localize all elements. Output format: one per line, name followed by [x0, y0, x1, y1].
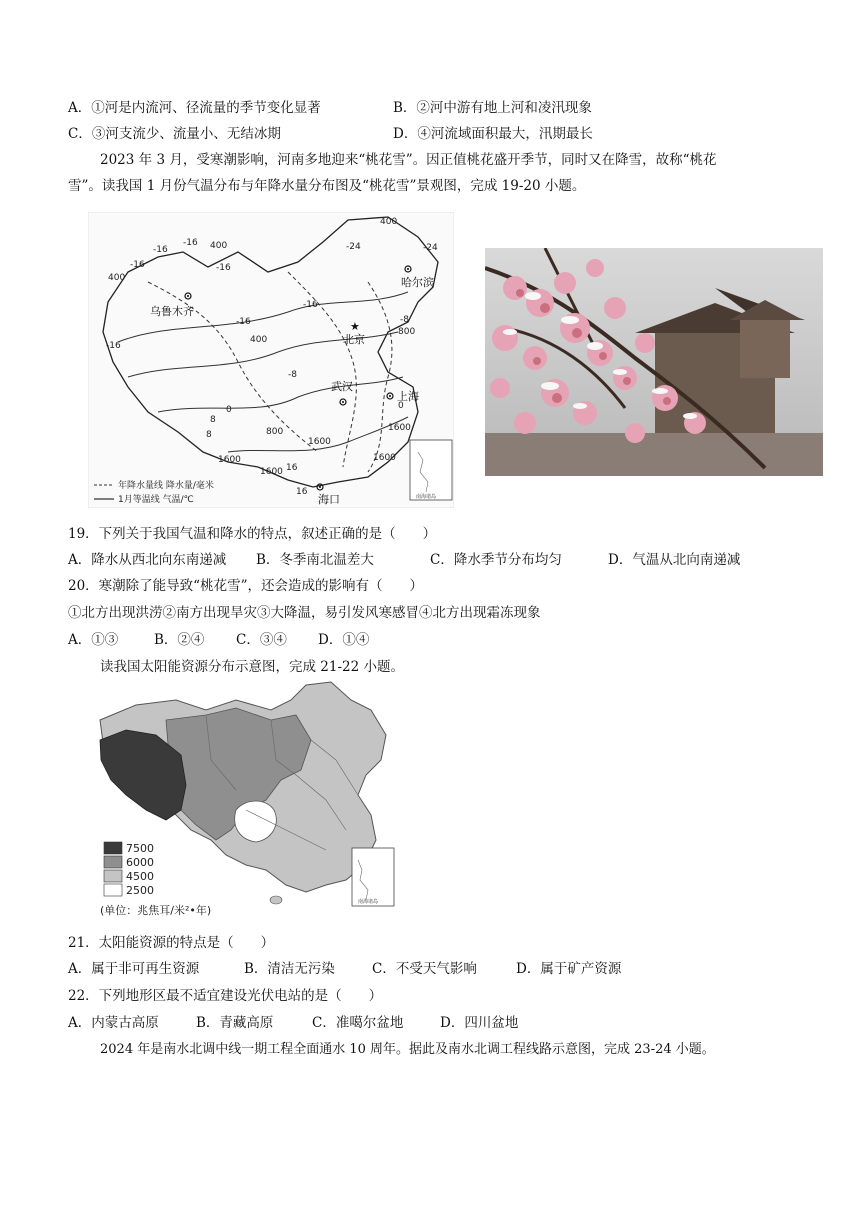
isoline-label: 1600 — [218, 455, 241, 465]
legend-swatch-7500 — [104, 842, 122, 854]
q18-option-c: C．③河支流少、流量小、无结冰期 — [68, 126, 281, 142]
solar-map-figure — [96, 680, 406, 920]
legend-swatch-2500 — [104, 884, 122, 896]
q18-option-b: B．②河中游有地上河和凌汛现象 — [393, 100, 592, 116]
solar-unit: (单位：兆焦耳/米²•年) — [100, 904, 212, 917]
city-shanghai: 上海 — [397, 390, 419, 403]
q22-stem: 22．下列地形区最不适宜建设光伏电站的是（ ） — [68, 988, 383, 1004]
q20-stem: 20．寒潮除了能导致“桃花雪”，还会造成的影响有（ ） — [68, 578, 423, 594]
q19-stem: 19．下列关于我国气温和降水的特点，叙述正确的是（ ） — [68, 526, 437, 542]
q20-option-d: D．①④ — [318, 632, 370, 648]
peach-snow-photo — [485, 248, 823, 476]
intro-21-22: 读我国太阳能资源分布示意图，完成 21-22 小题。 — [100, 659, 404, 675]
climate-map-figure — [88, 212, 454, 508]
legend-value-2500: 2500 — [126, 884, 154, 897]
isoline-label: 8 — [206, 430, 212, 440]
q22-option-b: B．青藏高原 — [196, 1015, 274, 1031]
isoline-label: 1600 — [260, 467, 283, 477]
q19-option-c: C．降水季节分布均匀 — [430, 552, 562, 568]
city-harbin: 哈尔滨 — [401, 276, 434, 289]
isoline-label: 400 — [108, 273, 126, 283]
isoline-label: 800 — [266, 427, 284, 437]
city-haikou: 海口 — [318, 493, 340, 506]
legend-value-6000: 6000 — [126, 856, 154, 869]
isoline-label: -16 — [303, 300, 318, 310]
isoline-label: 0 — [226, 405, 232, 415]
intro-19-20-line1: 2023 年 3 月，受寒潮影响，河南多地迎来“桃花雪”。因正值桃花盛开季节，同时又在降雪，故称“桃花 — [100, 152, 717, 168]
isoline-label: 800 — [398, 327, 416, 337]
q22-option-a: A．内蒙古高原 — [68, 1015, 159, 1031]
isoline-label: 1600 — [373, 453, 396, 463]
isoline-label: 1600 — [308, 437, 331, 447]
isoline-label: 8 — [210, 415, 216, 425]
solar-inset-label: 南海诸岛 — [358, 899, 379, 905]
inset-label: 南海诸岛 — [416, 494, 437, 500]
q18-option-d: D．④河流域面积最大，汛期最长 — [393, 126, 593, 142]
legend-value-4500: 4500 — [126, 870, 154, 883]
intro-23-24: 2024 年是南水北调中线一期工程全面通水 10 周年。据此及南水北调工程线路示意图，完成 23-24 小题。 — [100, 1042, 715, 1057]
isoline-label: 16 — [296, 487, 308, 497]
q21-option-b: B．清洁无污染 — [244, 961, 335, 977]
q20-option-c: C．③④ — [236, 632, 287, 648]
isoline-label: 400 — [250, 335, 268, 345]
q20-option-b: B．②④ — [154, 632, 205, 648]
isoline-label: -16 — [236, 317, 251, 327]
legend-swatch-4500 — [104, 870, 122, 882]
isoline-label: -24 — [423, 243, 438, 253]
isoline-label: -16 — [106, 341, 121, 351]
isoline-label: 400 — [210, 241, 228, 251]
star-icon: ★ — [350, 320, 360, 333]
q21-option-a: A．属于非可再生资源 — [68, 961, 200, 977]
legend-temp: 1月等温线 气温/℃ — [118, 495, 194, 505]
isoline-label: -24 — [346, 242, 361, 252]
isoline-label: 1600 — [388, 423, 411, 433]
isoline-label: -16 — [216, 263, 231, 273]
city-wuhan: 武汉 — [331, 380, 353, 393]
intro-19-20-line2: 雪”。读我国 1 月份气温分布与年降水量分布图及“桃花雪”景观图，完成 19-20 小题。 — [68, 178, 586, 194]
q20-items: ①北方出现洪涝②南方出现旱灾③大降温，易引发风寒感冒④北方出现霜冻现象 — [68, 605, 541, 621]
q19-option-d: D．气温从北向南递减 — [608, 552, 741, 568]
q21-option-c: C．不受天气影响 — [372, 961, 477, 977]
q21-option-d: D．属于矿产资源 — [516, 961, 622, 977]
isoline-label: -8 — [288, 370, 297, 380]
isoline-label: -16 — [153, 245, 168, 255]
isoline-label: -16 — [130, 260, 145, 270]
legend-swatch-6000 — [104, 856, 122, 868]
isoline-label: 0 — [398, 401, 404, 411]
q20-option-a: A．①③ — [68, 632, 119, 648]
q18-option-a: A．①河是内流河、径流量的季节变化显著 — [68, 100, 321, 116]
legend-value-7500: 7500 — [126, 842, 154, 855]
isoline-label: -8 — [400, 315, 409, 325]
isoline-label: 400 — [380, 217, 398, 227]
isoline-label: -16 — [183, 238, 198, 248]
city-urumqi: 乌鲁木齐 — [150, 305, 194, 318]
q22-option-d: D．四川盆地 — [440, 1015, 519, 1031]
q21-stem: 21．太阳能资源的特点是（ ） — [68, 935, 275, 951]
q22-option-c: C．准噶尔盆地 — [312, 1015, 404, 1031]
city-beijing: 北京 — [343, 333, 365, 346]
q19-option-a: A．降水从西北向东南递减 — [68, 552, 227, 568]
q19-option-b: B．冬季南北温差大 — [256, 552, 374, 568]
isoline-label: 16 — [286, 463, 298, 473]
legend-precip: 年降水量线 降水量/毫米 — [118, 481, 214, 491]
